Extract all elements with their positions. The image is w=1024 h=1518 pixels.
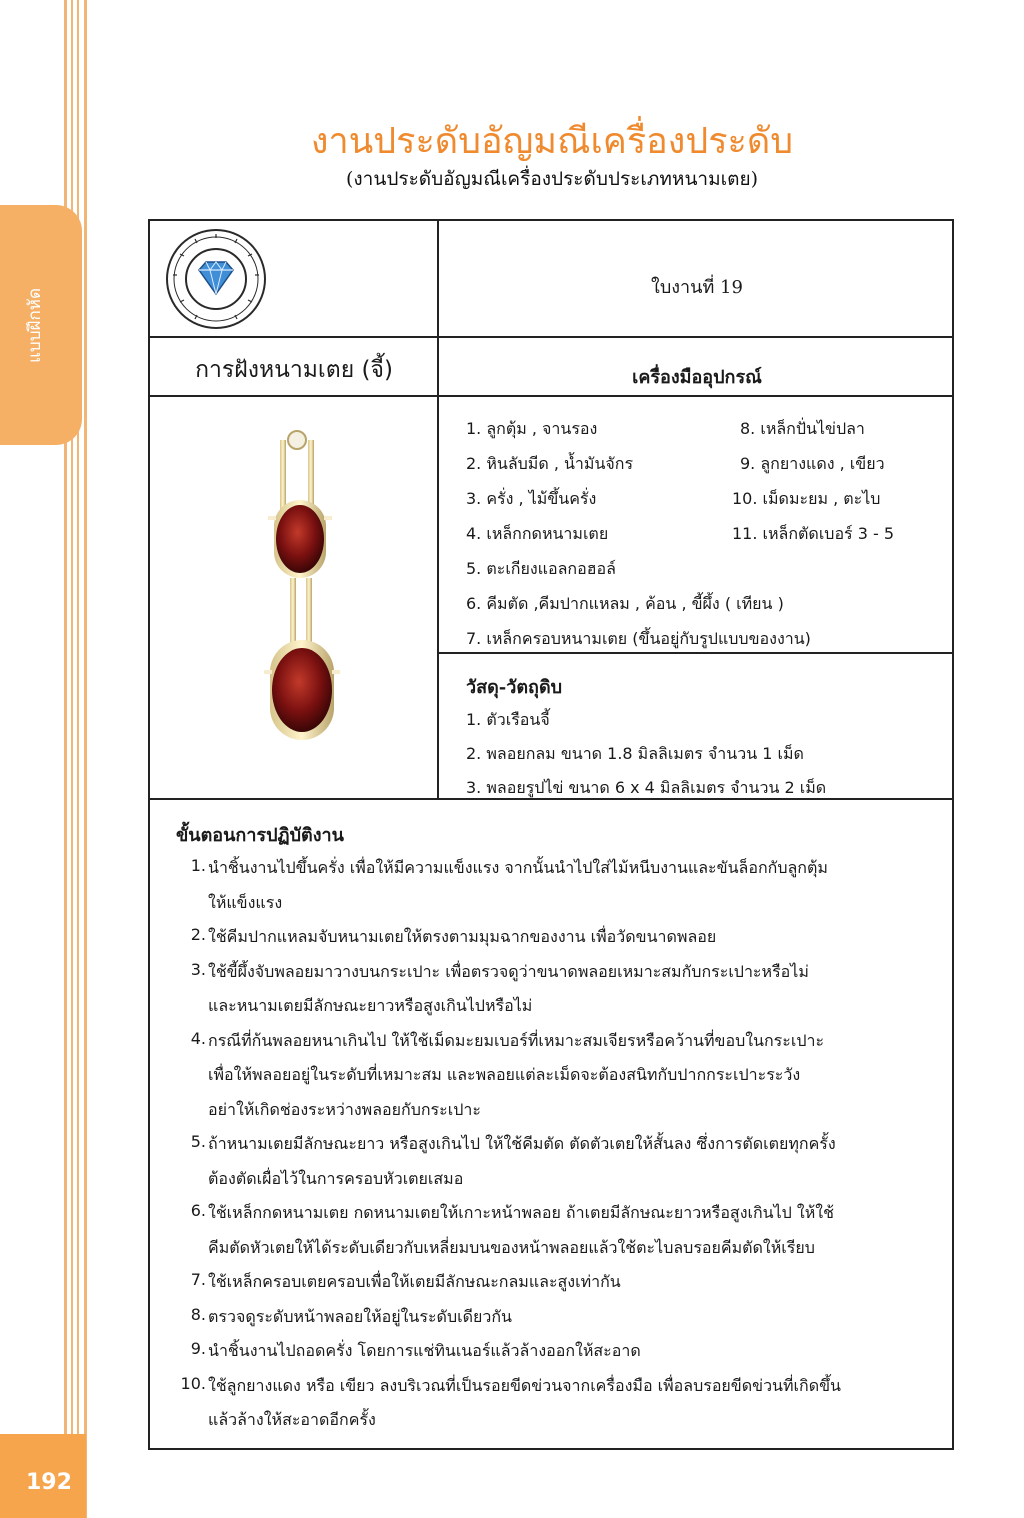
step-text: ใช้ขี้ผึ้งจับพลอยมาวางบนกระเปาะ เพื่อตรวจดูว่าขนาดพลอยเหมาะสมกับกระเปาะหรือไม่ (208, 961, 809, 981)
step-text: นำชิ้นงานไปขึ้นครั่ง เพื่อให้มีความแข็งแรง จากนั้นนำไปใส่ไม้หนีบงานและขันล็อกกับลูกตุ้ม (208, 858, 828, 877)
step-text: ใช้เหล็กครอบเตยครอบเพื่อให้เตยมีลักษณะกลมและสูงเท่ากัน (208, 1272, 621, 1291)
side-tab-label: แบบฝึกหัด (25, 287, 46, 363)
tool-item: 11. เหล็กตัดเบอร์ 3 - 5 (732, 524, 895, 543)
sheet-label: ใบงานที่ 19 (651, 277, 743, 298)
pendant-photo (240, 420, 360, 765)
step-number: 9. (190, 1339, 206, 1358)
page-number: 192 (26, 1470, 72, 1495)
step-number: 4. (190, 1028, 206, 1048)
step-text: เพื่อให้พลอยอยู่ในระดับที่เหมาะสม และพลอยแต่ละเม็ดจะต้องสนิทกับปากกระเปาะระวัง (208, 1065, 801, 1084)
step-text: และหนามเตยมีลักษณะยาวหรือสูงเกินไปหรือไม่ (208, 996, 533, 1015)
material-item: 1. ตัวเรือนจี้ (466, 710, 550, 729)
tool-item: 2. หินลับมีด , น้ำมันจักร (466, 454, 634, 473)
step-number: 1. (190, 856, 206, 875)
tool-item: 9. ลูกยางแดง , เขียว (740, 454, 885, 473)
material-item: 2. พลอยกลม ขนาด 1.8 มิลลิเมตร จำนวน 1 เม็ด (466, 744, 804, 763)
step-number: 8. (190, 1304, 206, 1324)
tool-item: 1. ลูกตุ้ม , จานรอง (466, 419, 598, 438)
tools-heading: เครื่องมืออุปกรณ์ (632, 367, 762, 388)
step-number: 5. (190, 1132, 206, 1151)
tool-item: 7. เหล็กครอบหนามเตย (ขึ้นอยู่กับรูปแบบของงาน) (466, 629, 811, 648)
page-subtitle: (งานประดับอัญมณีเครื่องประดับประเภทหนามเตย) (345, 168, 759, 190)
procedure-heading: ขั้นตอนการปฏิบัติงาน (176, 825, 344, 846)
tool-item: 8. เหล็กปั่นไข่ปลา (740, 419, 865, 438)
step-text: ให้แข็งแรง (208, 892, 283, 912)
table-rule (148, 336, 954, 338)
step-text: ถ้าหนามเตยมีลักษณะยาว หรือสูงเกินไป ให้ใช้คีมตัด ตัดตัวเตยให้สั้นลง ซึ่งการตัดเตยทุกครั้ง (208, 1134, 836, 1153)
tool-item: 10. เม็ดมะยม , ตะไบ (732, 489, 881, 508)
step-number: 6. (190, 1201, 206, 1220)
step-number: 7. (190, 1270, 206, 1289)
institute-logo (165, 228, 267, 330)
step-text: นำชิ้นงานไปถอดครั่ง โดยการแช่ทินเนอร์แล้วล้างออกให้สะอาด (208, 1341, 641, 1360)
step-text: ใช้เหล็กกดหนามเตย กดหนามเตยให้เกาะหน้าพลอย ถ้าเตยมีลักษณะยาวหรือสูงเกินไป ให้ใช้ (208, 1203, 834, 1222)
step-text: ต้องตัดเผื่อไว้ในการครอบหัวเตยเสมอ (208, 1168, 464, 1188)
page-title: งานประดับอัญมณีเครื่องประดับ (310, 121, 794, 162)
tool-item: 3. ครั่ง , ไม้ขึ้นครั่ง (466, 489, 597, 508)
step-text: กรณีที่ก้นพลอยหนาเกินไป ให้ใช้เม็ดมะยมเบอร์ที่เหมาะสมเจียรหรือคว้านที่ขอบในกระเปาะ (208, 1030, 825, 1050)
step-text: แล้วล้างให้สะอาดอีกครั้ง (208, 1410, 376, 1429)
step-number: 10. (180, 1373, 206, 1393)
step-number: 2. (190, 925, 206, 944)
table-rule (437, 219, 439, 800)
material-item: 3. พลอยรูปไข่ ขนาด 6 x 4 มิลลิเมตร จำนวน 2 เม็ด (466, 778, 827, 797)
tool-item: 6. คีมตัด ,คีมปากแหลม , ค้อน , ขี้ผึ้ง ( เทียน ) (466, 594, 784, 613)
step-number: 3. (190, 959, 206, 979)
step-text: อย่าให้เกิดช่องระหว่างพลอยกับกระเปาะ (208, 1099, 481, 1119)
step-text: ใช้คีมปากแหลมจับหนามเตยให้ตรงตามมุมฉากของงาน เพื่อวัดขนาดพลอย (208, 927, 717, 946)
tool-item: 4. เหล็กกดหนามเตย (466, 524, 609, 543)
margin-stripe (84, 0, 87, 1518)
step-text: ตรวจดูระดับหน้าพลอยให้อยู่ในระดับเดียวกัน (208, 1306, 512, 1326)
tool-item: 5. ตะเกียงแอลกอฮอล์ (466, 559, 616, 578)
table-rule (148, 395, 954, 397)
step-text: คีมตัดหัวเตยให้ได้ระดับเดียวกับเหลี่ยมบนของหน้าพลอยแล้วใช้ตะไบลบรอยคีมตัดให้เรียบ (208, 1237, 815, 1257)
table-rule (438, 652, 954, 654)
materials-heading: วัสดุ-วัตถุดิบ (466, 677, 563, 698)
task-title: การฝังหนามเตย (จี้) (195, 357, 393, 383)
step-text: ใช้ลูกยางแดง หรือ เขียว ลงบริเวณที่เป็นรอยขีดข่วนจากเครื่องมือ เพื่อลบรอยขีดข่วนที่เกิดขึ้น (208, 1375, 841, 1395)
